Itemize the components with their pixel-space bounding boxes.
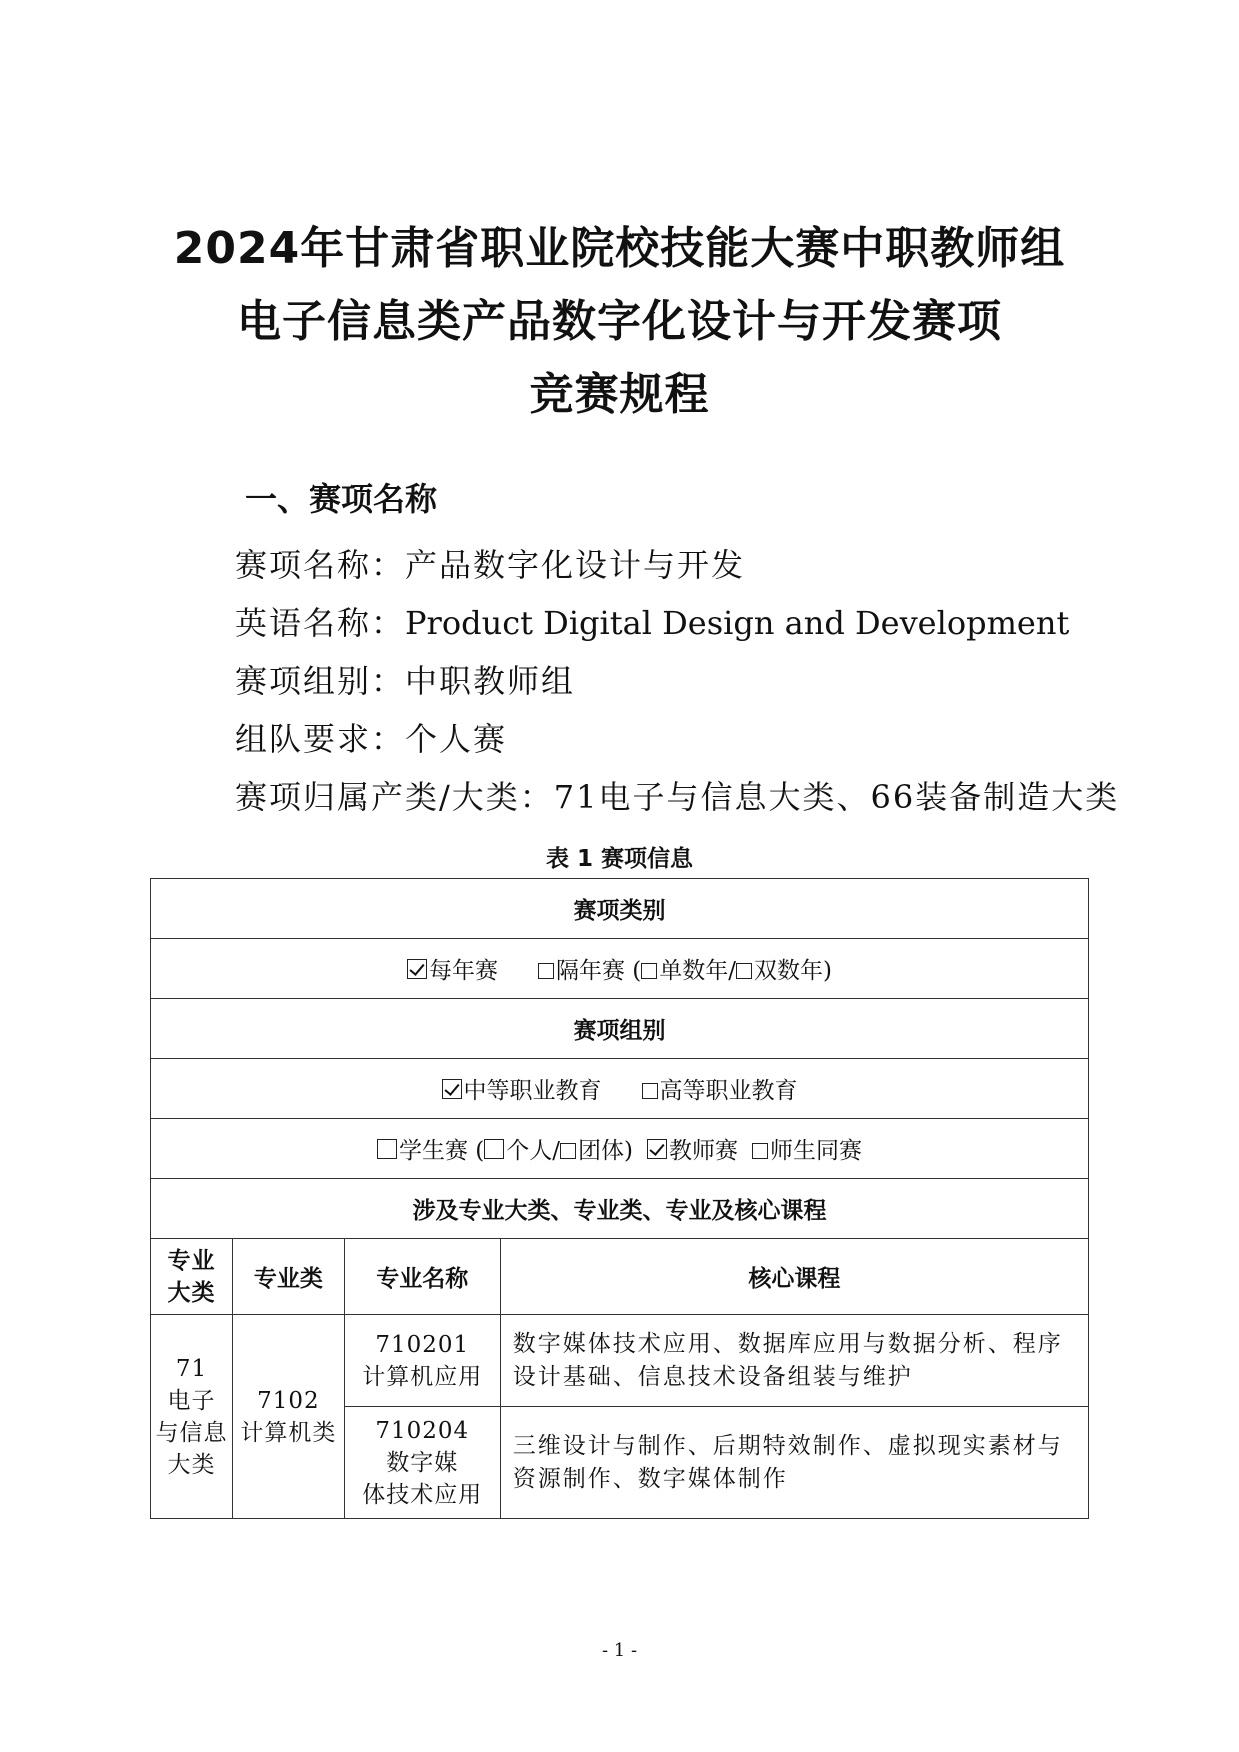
field-label: 组队要求： <box>235 720 406 758</box>
table-row <box>151 879 1089 939</box>
table-row <box>151 1239 1089 1315</box>
field-english-name <box>235 598 1069 644</box>
major-name-cell: 710201 计算机应用 <box>344 1315 500 1407</box>
field-label: 赛项名称： <box>235 546 406 584</box>
option-biennial: 隔年赛 ( <box>555 958 642 984</box>
table-row <box>151 999 1089 1059</box>
checkbox-icon[interactable] <box>736 963 752 979</box>
field-category <box>235 772 1119 818</box>
col-header-major-name: 专业名称 <box>344 1239 500 1315</box>
table-row <box>151 1059 1089 1119</box>
major-category-cell: 71 电子 与信息 大类 <box>151 1315 233 1519</box>
option-odd-year: 单数年/ <box>659 958 737 984</box>
table-caption: 表 1 赛项信息 <box>545 846 694 872</box>
table-row <box>151 1119 1089 1179</box>
doc-title-line-2: 电子信息类产品数字化设计与开发赛项 <box>237 296 1002 347</box>
field-value: 中职教师组 <box>405 662 576 700</box>
core-courses-cell: 数字媒体技术应用、数据库应用与数据分析、程序设计基础、信息技术设备组装与维护 <box>500 1315 1088 1407</box>
option-secondary: 中等职业教育 <box>463 1078 602 1104</box>
checkbox-icon[interactable] <box>484 1139 504 1159</box>
option-joint: 师生同赛 <box>770 1138 863 1164</box>
field-value: Product Digital Design and Development <box>405 604 1070 642</box>
category-header: 赛项类别 <box>151 879 1089 939</box>
table-row <box>151 1179 1089 1239</box>
field-label: 赛项归属产类/大类： <box>235 778 554 816</box>
option-even-year: 双数年) <box>754 958 833 984</box>
field-value: 产品数字化设计与开发 <box>405 546 746 584</box>
participant-options <box>151 1119 1089 1179</box>
group-header: 赛项组别 <box>151 999 1089 1059</box>
col-header-core-courses: 核心课程 <box>500 1239 1088 1315</box>
field-event-group <box>235 656 575 702</box>
checked-box-icon[interactable] <box>647 1139 667 1159</box>
option-teacher: 教师赛 <box>669 1138 739 1164</box>
col-header-major-category: 专业 大类 <box>151 1239 233 1315</box>
checkbox-icon[interactable] <box>560 1143 576 1159</box>
doc-title-line-3: 竞赛规程 <box>529 369 710 420</box>
field-event-name <box>235 540 745 586</box>
table-row <box>151 1315 1089 1407</box>
col-header-major-class: 专业类 <box>232 1239 344 1315</box>
field-team-requirement <box>235 714 507 760</box>
group-options <box>151 1059 1089 1119</box>
doc-title-line-1: 2024年甘肃省职业院校技能大赛中职教师组 <box>173 223 1066 274</box>
checked-box-icon[interactable] <box>442 1079 462 1099</box>
option-team: 团体) <box>578 1138 634 1164</box>
section-heading: 一、赛项名称 <box>245 480 438 518</box>
field-label: 英语名称： <box>235 604 406 642</box>
checkbox-icon[interactable] <box>752 1143 768 1159</box>
option-higher: 高等职业教育 <box>659 1078 798 1104</box>
option-annual: 每年赛 <box>428 958 498 984</box>
core-courses-cell: 三维设计与制作、后期特效制作、虚拟现实素材与资源制作、数字媒体制作 <box>500 1407 1088 1519</box>
majors-header: 涉及专业大类、专业类、专业及核心课程 <box>151 1179 1089 1239</box>
checkbox-icon[interactable] <box>538 963 554 979</box>
checkbox-icon[interactable] <box>377 1139 397 1159</box>
checkbox-icon[interactable] <box>641 963 657 979</box>
checkbox-icon[interactable] <box>642 1083 658 1099</box>
category-options <box>151 939 1089 999</box>
page-number: - 1 - <box>601 1640 638 1661</box>
option-individual: 个人/ <box>506 1138 561 1164</box>
major-class-cell: 7102 计算机类 <box>232 1315 344 1519</box>
event-info-table <box>150 878 1089 1519</box>
field-value: 71电子与信息大类、66装备制造大类 <box>553 778 1120 816</box>
field-label: 赛项组别： <box>235 662 406 700</box>
field-value: 个人赛 <box>405 720 508 758</box>
major-name-cell: 710204 数字媒 体技术应用 <box>344 1407 500 1519</box>
table-row <box>151 939 1089 999</box>
option-student: 学生赛 ( <box>398 1138 485 1164</box>
checked-box-icon[interactable] <box>407 959 427 979</box>
